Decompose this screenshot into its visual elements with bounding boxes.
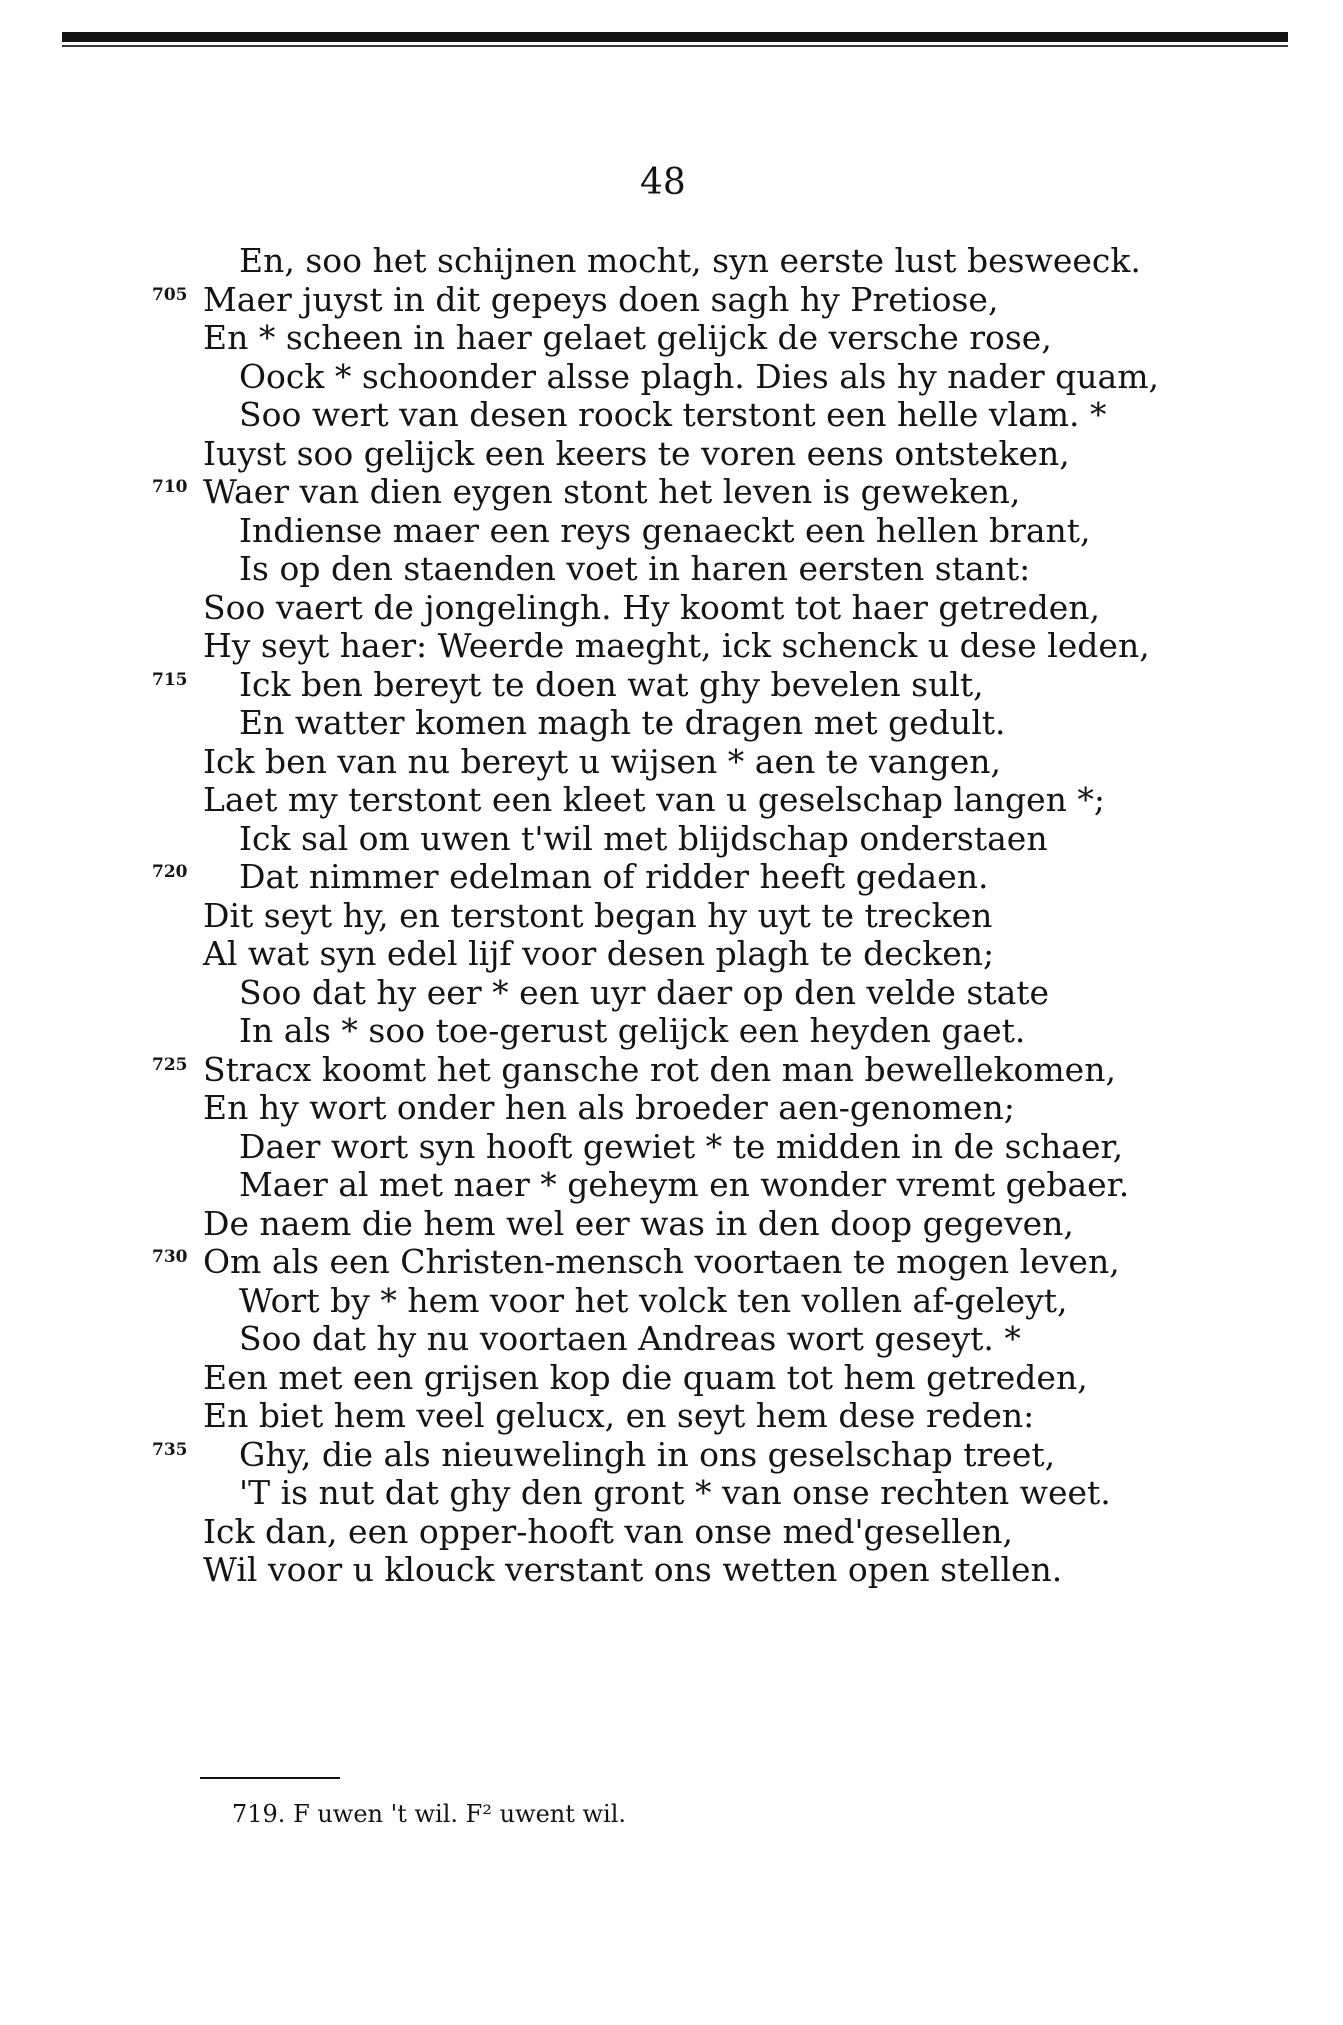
verse-text: Een met een grijsen kop die quam tot hem getreden, [203, 1357, 1088, 1397]
verse-text: Oock * schoonder alsse plagh. Dies als hy nader quam, [239, 356, 1159, 396]
verse-line [0, 1513, 1343, 1552]
verse-text: Hy seyt haer: Weerde maeght, ick schenck u dese leden, [203, 626, 1150, 665]
line-number: 710 [152, 477, 188, 497]
verse-text: En hy wort onder hen als broeder aen-genomen; [203, 1088, 1015, 1127]
verse-line [0, 512, 1343, 551]
verse-text: Maer juyst in dit gepeys doen sagh hy Pretiose, [203, 279, 999, 319]
line-number: 730 [152, 1247, 188, 1267]
verse-text: Dit seyt hy, en terstont began hy uyt te trecken [203, 895, 993, 935]
line-number: 725 [152, 1054, 188, 1075]
verse-line [0, 242, 1343, 281]
verse-text: Ick ben bereyt te doen wat ghy bevelen sult, [239, 664, 984, 704]
verse-text: Iuyst soo gelijck een keers te voren eens ontsteken, [203, 433, 1070, 473]
verse-text: Is op den staenden voet in haren eersten stant: [239, 549, 1031, 588]
verse-text: Om als een Christen-mensch voortaen te mogen leven, [203, 1242, 1120, 1281]
verse-line [0, 589, 1343, 628]
verse-text: Waer van dien eygen stont het leven is geweken, [203, 472, 1021, 511]
verse-line [0, 550, 1343, 589]
verse-text: 'T is nut dat ghy den gront * van onse rechten weet. [239, 1473, 1111, 1512]
verse-line [0, 1051, 1343, 1090]
verse-text: Soo wert van desen roock terstont een helle vlam. * [239, 395, 1107, 434]
verse-line [0, 627, 1343, 666]
verse-text: Wil voor u klouck verstant ons wetten open stellen. [203, 1550, 1063, 1589]
verse-line [0, 396, 1343, 435]
verse-line [0, 935, 1343, 974]
line-number: 735 [152, 1439, 188, 1460]
verse-text: In als * soo toe-gerust gelijck een heyden gaet. [239, 1011, 1026, 1050]
verse-text: Soo dat hy nu voortaen Andreas wort geseyt. * [239, 1319, 1021, 1358]
verse-text: En biet hem veel gelucx, en seyt hem dese reden: [203, 1396, 1035, 1435]
top-rule [62, 32, 1288, 42]
verse-line [0, 897, 1343, 936]
page-number: 48 [640, 162, 686, 203]
verse-text: Wort by * hem voor het volck ten vollen af-geleyt, [239, 1280, 1068, 1320]
line-number: 715 [152, 669, 188, 690]
verse-text: Laet my terstont een kleet van u geselschap langen *; [203, 780, 1106, 819]
verse-text: Daer wort syn hooft gewiet * te midden in de schaer, [239, 1126, 1124, 1166]
verse-line [0, 473, 1343, 512]
verse-line [0, 319, 1343, 358]
verse-text: Maer al met naer * geheym en wonder vremt gebaer. [239, 1165, 1130, 1204]
verse-line [0, 1436, 1343, 1475]
verse-line [0, 743, 1343, 782]
footnote: 719. F uwen 't wil. F² uwent wil. [232, 1800, 627, 1828]
verse-text: Dat nimmer edelman of ridder heeft gedaen. [239, 857, 989, 896]
verse-text: En watter komen magh te dragen met gedult. [239, 703, 1006, 742]
verse-text: Al wat syn edel lijf voor desen plagh te decken; [203, 934, 995, 973]
verse-text: En * scheen in haer gelaet gelijck de versche rose, [203, 318, 1052, 357]
verse-text: Ick ben van nu bereyt u wijsen * aen te vangen, [203, 741, 1001, 781]
verse-line [0, 781, 1343, 820]
verse-line [0, 858, 1343, 897]
line-number: 705 [152, 284, 188, 305]
verse-line [0, 1089, 1343, 1128]
verse-line [0, 704, 1343, 743]
verse-line [0, 358, 1343, 397]
verse-line [0, 1551, 1343, 1590]
line-number: 720 [152, 862, 188, 882]
verse-text: Ick sal om uwen t'wil met blijdschap onderstaen [239, 818, 1048, 858]
verse-line [0, 820, 1343, 859]
verse-line [0, 1320, 1343, 1359]
verse-text: Ick dan, een opper-hooft van onse med'gesellen, [203, 1511, 1014, 1551]
verse-line [0, 1128, 1343, 1167]
verse-text: En, soo het schijnen mocht, syn eerste lust besweeck. [239, 241, 1141, 280]
verse-line [0, 1012, 1343, 1051]
verse-line [0, 1397, 1343, 1436]
verse-line [0, 1474, 1343, 1513]
verse-line [0, 1359, 1343, 1398]
verse-line [0, 1205, 1343, 1244]
verse-line [0, 435, 1343, 474]
verse-text: Indiense maer een reys genaeckt een hellen brant, [239, 510, 1091, 550]
verse-line [0, 666, 1343, 705]
verse-line [0, 1166, 1343, 1205]
verse-text: Soo dat hy eer * een uyr daer op den velde state [239, 972, 1050, 1012]
verse-line [0, 1282, 1343, 1321]
verse-line [0, 974, 1343, 1013]
verse-line [0, 281, 1343, 320]
verse-line [0, 1243, 1343, 1282]
verse-text: Soo vaert de jongelingh. Hy koomt tot haer getreden, [203, 587, 1100, 627]
top-rule-thin [62, 45, 1288, 47]
verse-text: Stracx koomt het gansche rot den man bewellekomen, [203, 1049, 1116, 1089]
verse-block [0, 242, 1343, 1590]
footnote-rule [200, 1777, 340, 1779]
verse-text: De naem die hem wel eer was in den doop gegeven, [203, 1203, 1074, 1243]
verse-text: Ghy, die als nieuwelingh in ons geselschap treet, [239, 1434, 1056, 1474]
